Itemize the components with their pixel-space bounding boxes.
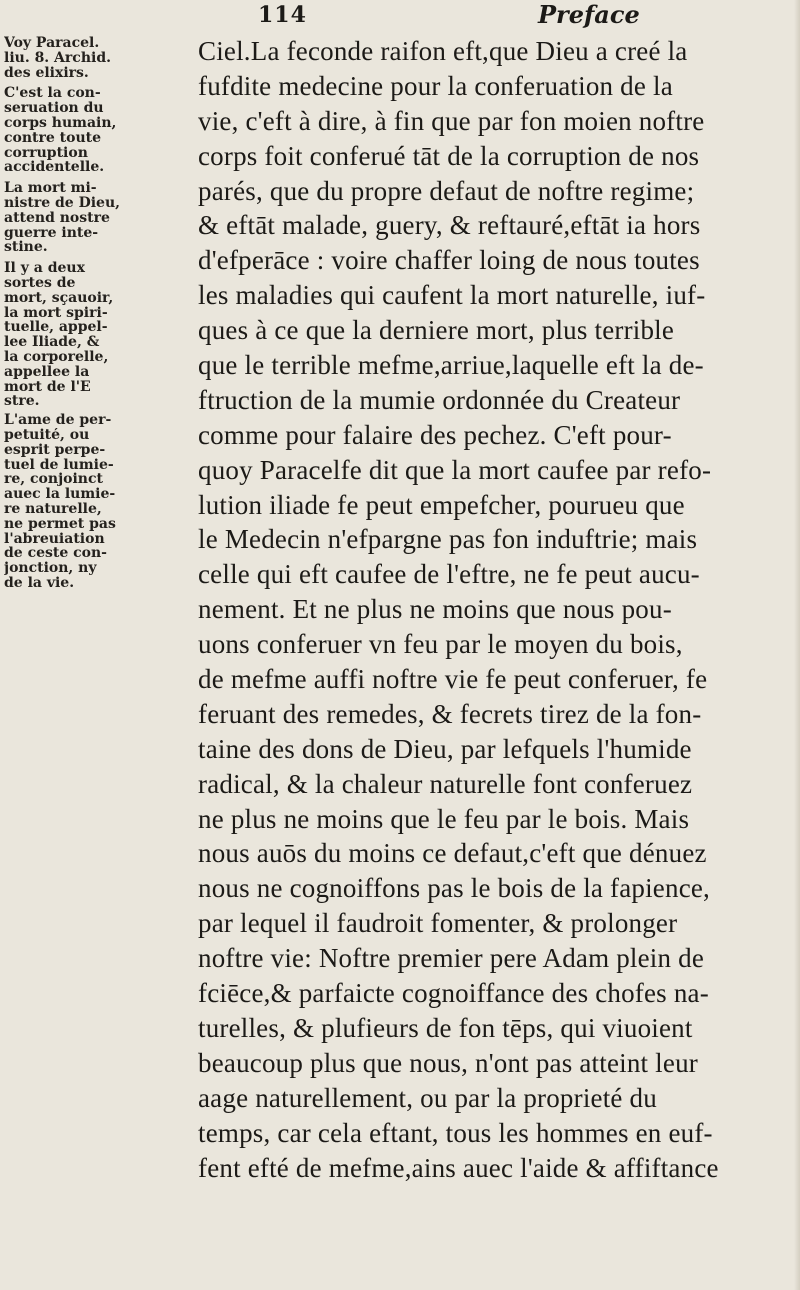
margin-note-line: auec la lumie- [4,487,116,502]
margin-note-line: ne permet pas [4,516,116,532]
text-line: feruant des remedes, & fecrets tirez de la fon- [198,698,702,729]
margin-note-line: Il y a deux [4,261,85,276]
margin-note-line: mort de l'E [4,379,91,395]
margin-note-line: de ceste con- [4,546,107,562]
text-line: uons conferuer vn feu par le moyen du bois, [198,629,683,660]
text-line: noftre vie: Noftre premier pere Adam plein de [198,943,705,974]
margin-note [4,261,190,409]
margin-note-line: des elixirs. [4,65,89,81]
text-line: aage naturellement, ou par la proprieté du [198,1082,657,1113]
margin-note-line: guerre inte- [4,225,99,241]
text-line: fciēce,& parfaicte cognoiffance des chofes na- [198,978,709,1009]
text-line: les maladies qui caufent la mort naturelle, iuf- [198,280,706,311]
text-line: & eftāt malade, guery, & reftauré,eftāt ia hors [198,210,701,241]
margin-note [4,413,190,591]
text-line: vie, c'eft à dire, à fin que par fon moien noftre [198,105,705,136]
text-line: le Medecin n'efpargne pas fon induftrie; mais [198,524,698,555]
text-line: Ciel.La feconde raifon eft,que Dieu a creé la [198,36,688,66]
margin-notes [4,36,190,591]
margin-note-line: lee Iliade, & [4,335,100,350]
margin-note-line: appellee la [4,364,90,380]
text-line: turelles, & plufieurs de fon tēps, qui viuoient [198,1012,693,1043]
text-line: lution iliade fe peut empefcher, pourueu que [198,489,685,520]
margin-note-line: nistre de Dieu, [4,195,120,211]
page-number: 114 [258,2,307,28]
margin-note [4,36,190,80]
text-line: nement. Et ne plus ne moins que nous pou- [198,594,672,625]
text-line: fufdite medecine pour la conferuation de la [198,70,673,101]
margin-note-line: re naturelle, [4,501,102,517]
text-line: radical, & la chaleur naturelle font conferuez [198,768,693,799]
margin-note-line: La mort mi- [4,181,97,196]
text-line: ne plus ne moins que le feu par le bois. Mais [198,803,690,834]
margin-note-line: C'est la con- [4,86,101,102]
margin-note-line: stine. [4,240,48,256]
margin-note-line: mort, sçauoir, [4,290,114,306]
text-line: quoy Paracelfe dit que la mort caufee par refo- [198,454,712,485]
text-line: parés, que du propre defaut de noftre regime; [198,175,695,206]
margin-note-line: tuelle, appel- [4,320,108,336]
margin-note-line: re, conjoinct [4,472,103,488]
text-line: nous ne cognoiffons pas le bois de la fapience, [198,873,711,904]
margin-note-line: attend nostre [4,210,110,226]
text-line: que le terrible mefme,arriue,laquelle eft la de- [198,350,704,381]
page-edge [794,0,800,1290]
text-line: ques à ce que la derniere mort, plus terrible [198,315,675,346]
margin-note-line: tuel de lumie- [4,457,114,473]
margin-note-line: de la vie. [4,575,75,591]
text-line: d'efperāce : voire chaffer loing de nous toutes [198,245,700,276]
main-text-block [198,34,792,1185]
text-line: comme pour falaire des pechez. C'eft pour- [198,419,672,450]
margin-note-line: la corporelle, [4,349,109,365]
text-line: taine des dons de Dieu, par lefquels l'humide [198,733,692,764]
margin-note [4,181,190,255]
margin-note [4,86,190,175]
margin-note-line: accidentelle. [4,160,105,176]
margin-note-line: Voy Paracel. [4,36,100,51]
margin-note-line: L'ame de per- [4,413,112,428]
text-line: temps, car cela eftant, tous les hommes en euf- [198,1117,713,1148]
text-line: de mefme auffi noftre vie fe peut conferuer, fe [198,664,708,695]
margin-note-line: la mort spiri- [4,305,108,321]
margin-note-line: esprit perpe- [4,442,106,458]
text-line: corps foit conferué tāt de la corruption de nos [198,140,700,171]
margin-note-line: liu. 8. Archid. [4,50,111,66]
text-line: fent efté de mefme,ains auec l'aide & affiftance [198,1152,719,1183]
margin-note-line: corps humain, [4,115,117,131]
text-line: nous auōs du moins ce defaut,c'eft que dénuez [198,838,707,869]
text-line: beaucoup plus que nous, n'ont pas atteint leur [198,1047,698,1078]
margin-note-line: seruation du [4,101,104,116]
margin-note-line: sortes de [4,275,76,291]
margin-note-line: corruption [4,145,88,161]
margin-note-line: l'abreuiation [4,531,105,547]
margin-note-line: stre. [4,394,40,410]
text-line: celle qui eft caufee de l'eftre, ne fe peut aucu- [198,559,700,590]
running-head: Preface [538,0,640,29]
margin-note-line: petuité, ou [4,427,90,443]
text-line: ftruction de la mumie ordonnée du Createur [198,384,681,415]
margin-note-line: contre toute [4,130,102,146]
text-line: par lequel il faudroit fomenter, & prolonger [198,908,678,939]
margin-note-line: jonction, ny [4,561,97,576]
